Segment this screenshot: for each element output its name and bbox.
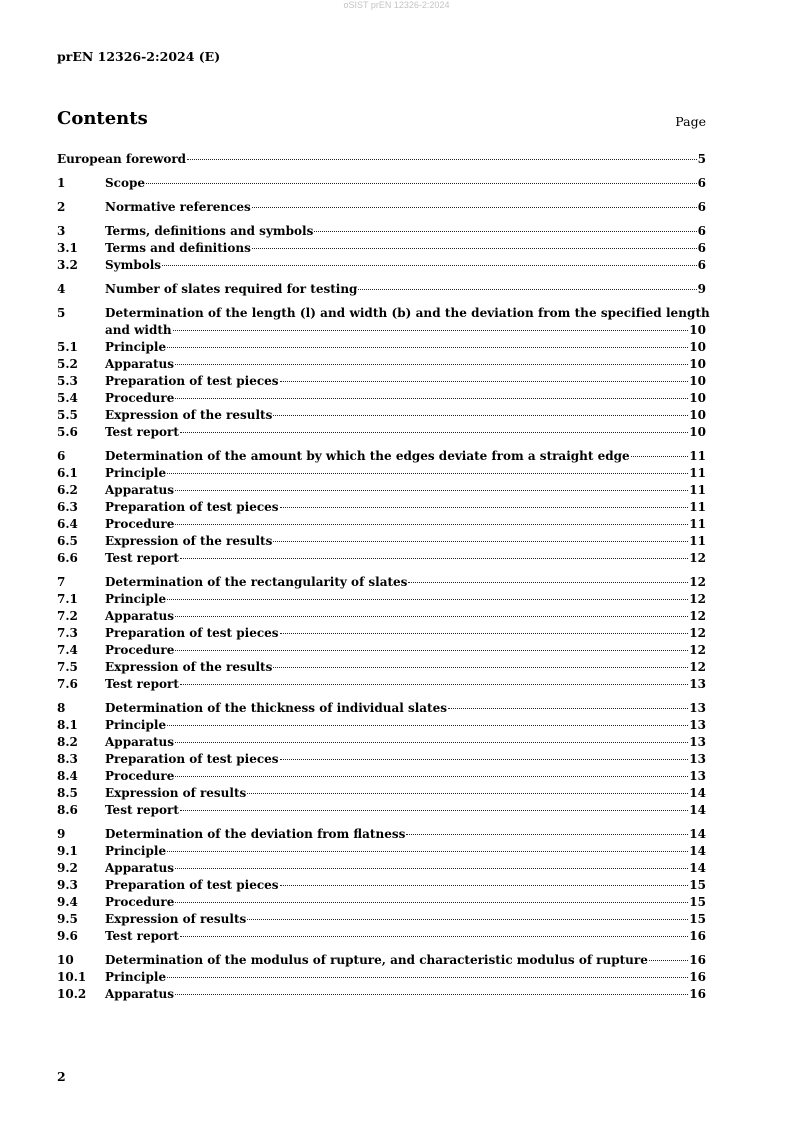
dot-leader (280, 633, 689, 634)
toc-entry-page: 11 (689, 517, 706, 531)
dot-leader (358, 289, 696, 290)
toc-entry-number: 7.4 (57, 643, 78, 657)
toc-entry-page: 10 (689, 408, 706, 422)
toc-entry-title: Procedure (105, 643, 175, 657)
toc-entry-number: 9.3 (57, 878, 78, 892)
toc-entry-title: Expression of the results (105, 660, 273, 674)
toc-entry-page: 6 (697, 224, 706, 238)
dot-leader (247, 793, 688, 794)
toc-entry-number: 5.6 (57, 425, 78, 439)
toc-entry-title: Apparatus (105, 483, 174, 497)
toc-entry-page: 12 (689, 609, 706, 623)
toc-entry[interactable] (57, 240, 706, 257)
toc-entry-number: 7.1 (57, 592, 78, 606)
toc-entry-title: Apparatus (105, 735, 174, 749)
toc-entry-page: 10 (689, 323, 706, 337)
toc-entry-number: 10 (57, 953, 74, 967)
dot-leader (175, 398, 688, 399)
toc-entry-number: 7.6 (57, 677, 78, 691)
table-of-contents (57, 151, 710, 1003)
dot-leader (175, 364, 688, 365)
dot-leader (167, 347, 688, 348)
toc-entry-title: Principle (105, 592, 167, 606)
toc-entry-page: 13 (689, 735, 706, 749)
toc-entry-page: 6 (697, 176, 706, 190)
toc-entry-page: 6 (697, 258, 706, 272)
toc-entry[interactable] (57, 802, 706, 819)
document-id: prEN 12326-2:2024 (E) (57, 49, 221, 64)
toc-entry-number: 3.2 (57, 258, 78, 272)
toc-entry-number: 7.5 (57, 660, 78, 674)
dot-leader (175, 868, 688, 869)
toc-entry-number: 9.1 (57, 844, 78, 858)
toc-entry[interactable] (57, 424, 706, 441)
toc-entry-number: 9.6 (57, 929, 78, 943)
toc-entry-page: 14 (689, 786, 706, 800)
toc-entry[interactable] (57, 700, 706, 717)
toc-entry-number: 9.4 (57, 895, 78, 909)
toc-entry-page: 10 (689, 340, 706, 354)
dot-leader (252, 207, 697, 208)
toc-entry-number: 8.4 (57, 769, 78, 783)
dot-leader (175, 490, 688, 491)
toc-entry-page: 10 (689, 357, 706, 371)
toc-entry-title: Determination of the rectangularity of slates (105, 575, 408, 589)
toc-entry-title: Expression of the results (105, 408, 273, 422)
toc-entry-number: 8.2 (57, 735, 78, 749)
toc-entry-number: 1 (57, 176, 66, 190)
toc-entry[interactable] (57, 734, 706, 751)
toc-entry[interactable] (57, 499, 706, 516)
toc-entry-page: 11 (689, 483, 706, 497)
toc-entry[interactable] (57, 281, 706, 298)
toc-entry-number: 7.2 (57, 609, 78, 623)
toc-entry-page: 9 (697, 282, 706, 296)
toc-entry-number: 6.2 (57, 483, 78, 497)
dot-leader (448, 708, 688, 709)
toc-entry-number: 5.4 (57, 391, 78, 405)
dot-leader (314, 231, 696, 232)
dot-leader (180, 432, 688, 433)
toc-entry-title: Preparation of test pieces (105, 878, 279, 892)
toc-entry-page: 15 (689, 912, 706, 926)
toc-entry-title: Terms and definitions (105, 241, 251, 255)
dot-leader (146, 183, 697, 184)
dot-leader (175, 776, 688, 777)
toc-entry-title: Terms, definitions and symbols (105, 224, 314, 238)
toc-entry-number: 8.5 (57, 786, 78, 800)
toc-entry[interactable] (57, 608, 706, 625)
toc-entry[interactable] (57, 257, 706, 274)
toc-entry-page: 16 (689, 953, 706, 967)
toc-entry-number: 8.1 (57, 718, 78, 732)
toc-entry-title: Procedure (105, 391, 175, 405)
toc-entry-number: 9.5 (57, 912, 78, 926)
toc-entry-number: 6.6 (57, 551, 78, 565)
toc-entry-title: Procedure (105, 895, 175, 909)
dot-leader (631, 456, 689, 457)
toc-entry-title: Preparation of test pieces (105, 374, 279, 388)
toc-entry-page: 12 (689, 551, 706, 565)
toc-entry-page: 13 (689, 752, 706, 766)
toc-entry-page: 12 (689, 660, 706, 674)
dot-leader (175, 650, 688, 651)
toc-entry-number: 5.5 (57, 408, 78, 422)
toc-entry[interactable] (57, 785, 706, 802)
toc-entry-page: 11 (689, 449, 706, 463)
toc-entry-number: 8 (57, 701, 66, 715)
toc-entry-title: Test report (105, 551, 179, 565)
toc-entry-page: 15 (689, 895, 706, 909)
toc-entry[interactable] (57, 877, 706, 894)
dot-leader (175, 994, 688, 995)
toc-entry-title: Principle (105, 970, 167, 984)
dot-leader (280, 759, 689, 760)
toc-entry-title: European foreword (57, 152, 187, 166)
toc-entry-title: Test report (105, 803, 179, 817)
toc-entry-number: 5.1 (57, 340, 78, 354)
toc-entry[interactable] (57, 533, 706, 550)
toc-entry-page: 13 (689, 677, 706, 691)
toc-entry-page: 16 (689, 929, 706, 943)
toc-entry-title: Expression of the results (105, 534, 273, 548)
toc-entry-title: Determination of the thickness of individual slates (105, 701, 447, 715)
toc-entry-title: Test report (105, 677, 179, 691)
toc-entry-number: 6.4 (57, 517, 78, 531)
toc-entry-title: Apparatus (105, 357, 174, 371)
toc-entry[interactable] (57, 448, 706, 465)
page-column-label: Page (675, 114, 706, 129)
toc-entry-page: 11 (689, 466, 706, 480)
toc-entry-title: Determination of the amount by which the edges deviate from a straight edge (105, 449, 630, 463)
page-title: Contents (57, 108, 148, 129)
toc-entry-title: Apparatus (105, 609, 174, 623)
toc-entry[interactable] (57, 151, 706, 168)
toc-entry-number: 7.3 (57, 626, 78, 640)
toc-entry-title: Expression of results (105, 786, 247, 800)
toc-entry-number: 10.1 (57, 970, 87, 984)
toc-entry[interactable] (57, 928, 706, 945)
toc-entry-page: 12 (689, 575, 706, 589)
dot-leader (273, 415, 688, 416)
dot-leader (180, 936, 688, 937)
toc-entry-page: 5 (697, 152, 706, 166)
toc-entry[interactable] (57, 676, 706, 693)
toc-entry-page: 10 (689, 391, 706, 405)
toc-entry-number: 6.3 (57, 500, 78, 514)
toc-entry[interactable] (57, 911, 706, 928)
toc-entry-page: 6 (697, 241, 706, 255)
dot-leader (252, 248, 697, 249)
toc-entry-title: Procedure (105, 769, 175, 783)
toc-entry-page: 12 (689, 592, 706, 606)
toc-entry-title: Principle (105, 466, 167, 480)
dot-leader (180, 558, 688, 559)
toc-entry[interactable] (57, 843, 706, 860)
toc-entry[interactable] (57, 574, 706, 591)
dot-leader (173, 330, 689, 331)
toc-entry-title: Preparation of test pieces (105, 500, 279, 514)
toc-entry-page: 13 (689, 718, 706, 732)
toc-entry-page: 10 (689, 374, 706, 388)
dot-leader (649, 960, 688, 961)
toc-entry-number: 9 (57, 827, 66, 841)
toc-entry-title: Determination of the deviation from flatness (105, 827, 406, 841)
toc-entry-number: 8.6 (57, 803, 78, 817)
toc-entry[interactable] (57, 175, 706, 192)
toc-entry[interactable] (57, 826, 706, 843)
toc-entry-page: 6 (697, 200, 706, 214)
dot-leader (280, 885, 689, 886)
toc-entry-page: 14 (689, 844, 706, 858)
page-number: 2 (57, 1069, 66, 1084)
toc-entry-number: 9.2 (57, 861, 78, 875)
toc-entry[interactable] (57, 591, 706, 608)
toc-entry-title: Expression of results (105, 912, 247, 926)
toc-entry[interactable] (57, 356, 706, 373)
toc-entry[interactable] (57, 860, 706, 877)
toc-entry[interactable] (57, 465, 706, 482)
toc-entry[interactable] (57, 223, 706, 240)
dot-leader (273, 667, 688, 668)
dot-leader (408, 582, 688, 583)
toc-entry-title: Scope (105, 176, 146, 190)
toc-entry-number: 6.1 (57, 466, 78, 480)
toc-entry-title: Number of slates required for testing (105, 282, 358, 296)
toc-entry-page: 15 (689, 878, 706, 892)
dot-leader (180, 810, 688, 811)
toc-entry-title: Preparation of test pieces (105, 752, 279, 766)
dot-leader (167, 725, 688, 726)
dot-leader (167, 977, 688, 978)
toc-entry-page: 12 (689, 626, 706, 640)
toc-entry[interactable] (57, 751, 706, 768)
toc-entry-page: 14 (689, 827, 706, 841)
toc-entry[interactable] (57, 969, 706, 986)
toc-entry[interactable] (57, 894, 706, 911)
toc-entry[interactable] (57, 952, 706, 969)
toc-entry-number: 10.2 (57, 987, 87, 1001)
toc-entry-title: Determination of the length (l) and width (b) and the deviation from the specified length (105, 306, 710, 320)
toc-entry-number: 3 (57, 224, 66, 238)
dot-leader (175, 902, 688, 903)
toc-entry[interactable] (57, 768, 706, 785)
toc-entry-title: Determination of the modulus of rupture, and characteristic modulus of rupture (105, 953, 648, 967)
toc-entry-number: 2 (57, 200, 66, 214)
toc-entry[interactable] (57, 199, 706, 216)
toc-entry-title: Preparation of test pieces (105, 626, 279, 640)
dot-leader (175, 742, 688, 743)
toc-entry-number: 6.5 (57, 534, 78, 548)
dot-leader (180, 684, 688, 685)
toc-entry[interactable] (57, 986, 706, 1003)
toc-entry-title: Principle (105, 844, 167, 858)
toc-entry-page: 16 (689, 970, 706, 984)
toc-entry[interactable] (57, 659, 706, 676)
toc-entry[interactable] (57, 339, 706, 356)
toc-entry[interactable] (57, 717, 706, 734)
dot-leader (280, 507, 689, 508)
toc-entry[interactable] (57, 390, 706, 407)
toc-entry-page: 11 (689, 500, 706, 514)
toc-entry[interactable] (57, 642, 706, 659)
toc-entry-title: Test report (105, 929, 179, 943)
toc-entry-number: 8.3 (57, 752, 78, 766)
toc-entry-title: Apparatus (105, 861, 174, 875)
toc-entry-title: Test report (105, 425, 179, 439)
toc-entry-title: Procedure (105, 517, 175, 531)
toc-entry-title: Principle (105, 340, 167, 354)
toc-entry-page: 14 (689, 803, 706, 817)
toc-entry-title: Normative references (105, 200, 251, 214)
dot-leader (273, 541, 688, 542)
toc-entry-number: 3.1 (57, 241, 78, 255)
dot-leader (167, 851, 688, 852)
dot-leader (167, 599, 688, 600)
toc-entry[interactable] (57, 407, 706, 424)
toc-entry-page: 12 (689, 643, 706, 657)
toc-entry-number: 5 (57, 306, 66, 320)
toc-entry-page: 16 (689, 987, 706, 1001)
toc-entry-title: Symbols (105, 258, 162, 272)
toc-entry-number: 5.2 (57, 357, 78, 371)
toc-entry-page: 14 (689, 861, 706, 875)
toc-entry-page: 13 (689, 701, 706, 715)
toc-entry-number: 4 (57, 282, 66, 296)
dot-leader (167, 473, 688, 474)
toc-entry[interactable] (57, 373, 706, 390)
dot-leader (406, 834, 688, 835)
toc-entry-page: 11 (689, 534, 706, 548)
watermark: oSIST prEN 12326-2:2024 (343, 0, 450, 10)
toc-entry[interactable] (57, 550, 706, 567)
toc-entry-number: 5.3 (57, 374, 78, 388)
toc-entry-title-continued: and width (105, 323, 172, 337)
toc-entry[interactable] (57, 516, 706, 533)
toc-entry-title: Principle (105, 718, 167, 732)
toc-entry[interactable] (57, 482, 706, 499)
dot-leader (175, 524, 688, 525)
dot-leader (175, 616, 688, 617)
toc-entry[interactable] (57, 305, 710, 339)
toc-entry-title: Apparatus (105, 987, 174, 1001)
toc-entry-page: 13 (689, 769, 706, 783)
toc-entry[interactable] (57, 625, 706, 642)
toc-entry-number: 6 (57, 449, 66, 463)
dot-leader (247, 919, 688, 920)
dot-leader (187, 159, 697, 160)
dot-leader (280, 381, 689, 382)
dot-leader (162, 265, 697, 266)
toc-entry-page: 10 (689, 425, 706, 439)
toc-entry-number: 7 (57, 575, 66, 589)
